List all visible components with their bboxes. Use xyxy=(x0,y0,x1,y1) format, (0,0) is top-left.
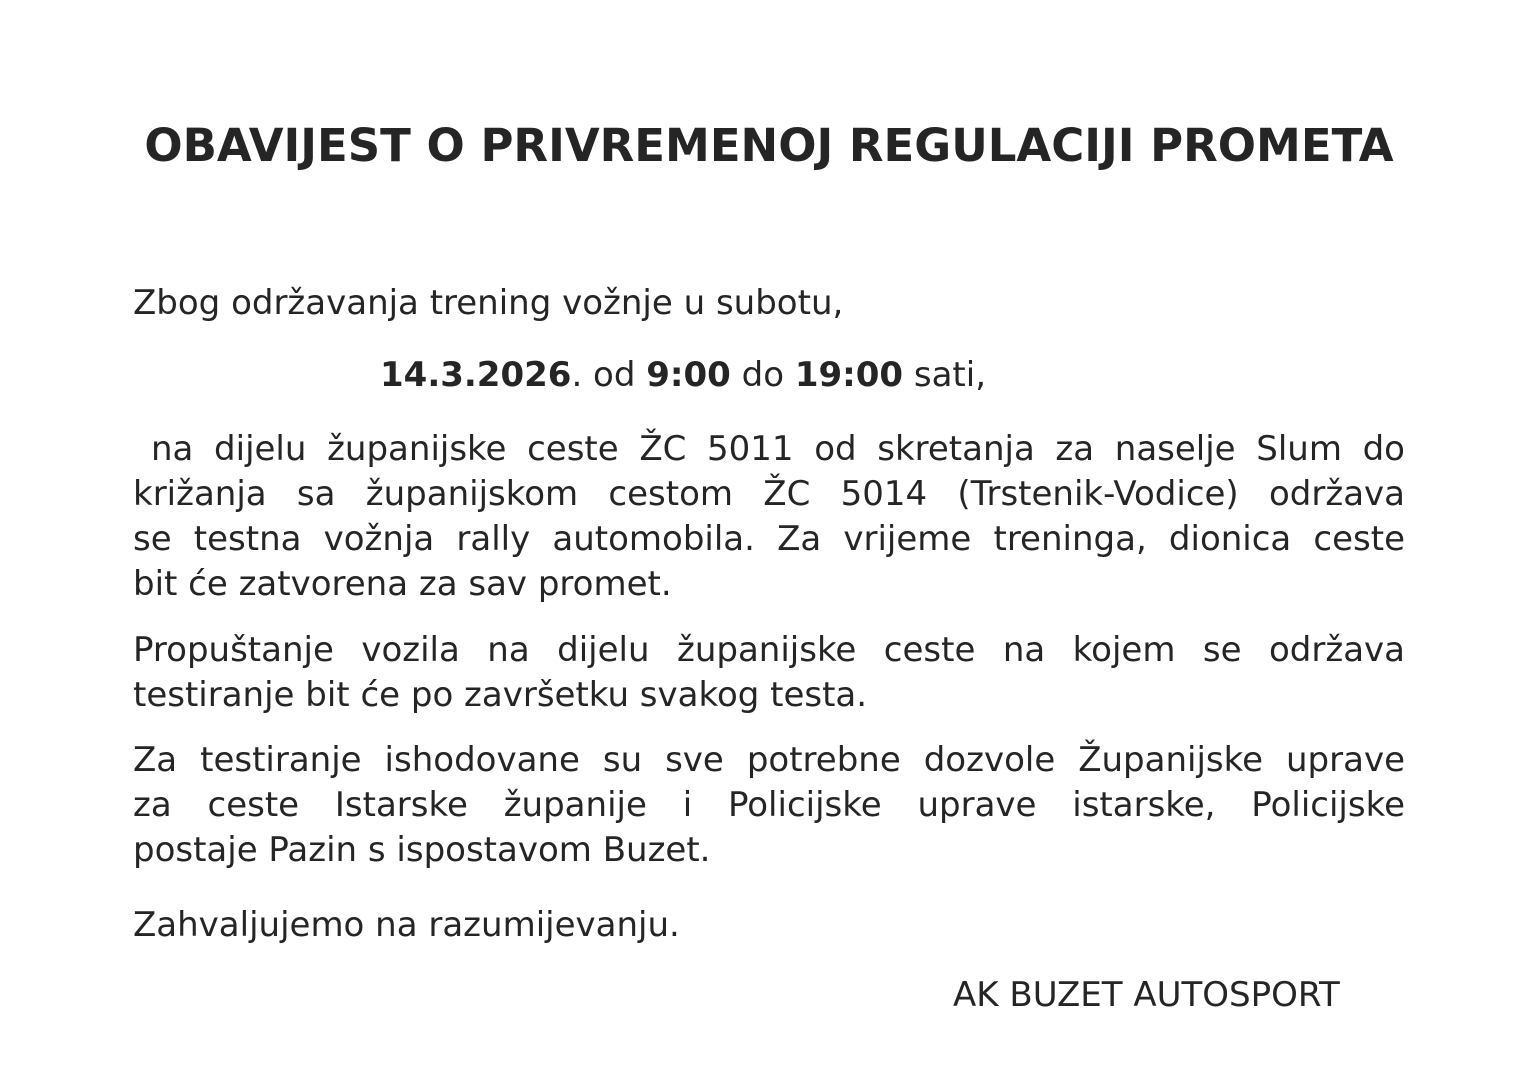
road-closure-paragraph xyxy=(133,427,1405,607)
vehicle-passage-line-2: testiranje bit će po završetku svakog testa. xyxy=(133,675,868,715)
road-closure-line-3: se testna vožnja rally automobila. Za vrijeme treninga, dionica ceste xyxy=(133,519,1405,559)
schedule-line xyxy=(380,353,1405,398)
schedule-end-time: 19:00 xyxy=(794,355,904,395)
vehicle-passage-paragraph xyxy=(133,628,1405,718)
schedule-start-time: 9:00 xyxy=(646,355,731,395)
intro-line: Zbog održavanja trening vožnje u subotu, xyxy=(133,283,844,323)
permits-line-2: za ceste Istarske županije i Policijske uprave istarske, Policijske xyxy=(133,785,1405,825)
permits-line-3: postaje Pazin s ispostavom Buzet. xyxy=(133,830,711,870)
road-closure-line-2: križanja sa županijskom cestom ŽC 5014 (Trstenik-Vodice) održava xyxy=(133,474,1405,514)
signature-line: AK BUZET AUTOSPORT xyxy=(953,975,1340,1015)
permits-paragraph xyxy=(133,738,1405,873)
notice-title: OBAVIJEST O PRIVREMENOJ REGULACIJI PROMETA xyxy=(144,119,1394,172)
schedule-separator-do: do xyxy=(730,355,795,395)
schedule-suffix: sati, xyxy=(903,355,987,395)
thanks-line: Zahvaljujemo na razumijevanju. xyxy=(133,905,680,945)
schedule-separator-od: . od xyxy=(571,355,647,395)
road-closure-line-4: bit će zatvorena za sav promet. xyxy=(133,564,672,604)
road-closure-line-1: na dijelu županijske ceste ŽC 5011 od skretanja za naselje Slum do xyxy=(151,429,1405,469)
permits-line-1: Za testiranje ishodovane su sve potrebne dozvole Županijske uprave xyxy=(133,740,1405,780)
schedule-date: 14.3.2026 xyxy=(380,355,572,395)
vehicle-passage-line-1: Propuštanje vozila na dijelu županijske ceste na kojem se održava xyxy=(133,630,1405,670)
